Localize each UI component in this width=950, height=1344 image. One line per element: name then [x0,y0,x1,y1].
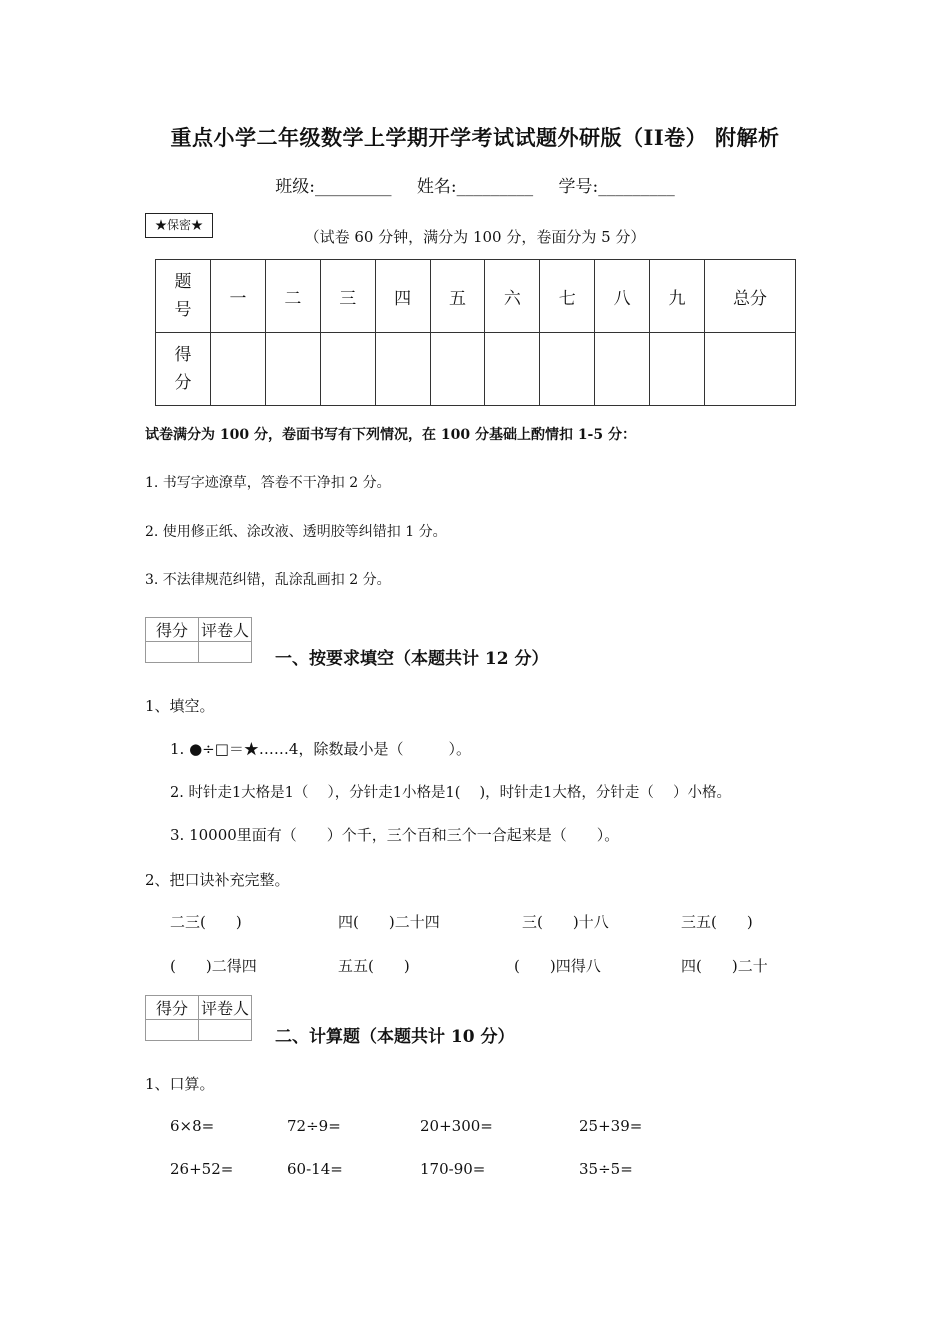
question-2: 2、把口诀补充完整。 [145,871,290,889]
formula-blank: 三( )十八 [522,913,609,931]
score-header-cell: 九 [650,260,705,333]
score-input[interactable] [146,1020,199,1041]
score-cell[interactable] [265,333,320,406]
grader-label: 评卷人 [199,618,252,642]
student-info [0,172,950,197]
score-cell[interactable] [430,333,485,406]
exam-note: （试卷 60 分钟，满分为 100 分，卷面分为 5 分） [304,228,646,246]
grader-input[interactable] [199,1020,252,1041]
formula-blank: 五五( ) [338,957,410,975]
rule-item: 3. 不法律规范纠错，乱涂乱画扣 2 分。 [145,572,391,588]
score-label: 得分 [146,996,199,1020]
calc-item: 6×8= [170,1117,215,1135]
calc-item: 60-14= [287,1160,343,1178]
student-id-field[interactable]: 学号:_________ [558,177,675,197]
score-table-score-row [156,333,796,406]
calc-item: 170-90= [420,1160,486,1178]
calc-item: 25+39= [579,1117,643,1135]
question-1: 1、填空。 [145,697,215,715]
total-score-header: 总分 [705,260,796,333]
calc-item: 35÷5= [579,1160,633,1178]
score-cell[interactable] [650,333,705,406]
question-1-item: 1. ●÷□＝★……4，除数最小是（ ）。 [170,740,471,758]
score-header-cell: 六 [485,260,540,333]
question-number-header: 题 号 [156,260,211,333]
calc-item: 20+300= [420,1117,493,1135]
score-cell[interactable] [375,333,430,406]
name-field[interactable]: 姓名:_________ [416,177,534,197]
score-cell[interactable] [485,333,540,406]
formula-blank: ( )四得八 [514,957,601,975]
question-1: 1、口算。 [145,1075,215,1093]
score-header-cell: 五 [430,260,485,333]
section-2-title: 二、计算题（本题共计 10 分） [275,1027,515,1047]
score-cell[interactable] [211,333,266,406]
formula-blank: 三五( ) [681,913,753,931]
score-cell[interactable] [540,333,595,406]
score-header-cell: 三 [320,260,375,333]
grader-box [145,617,252,663]
formula-blank: 四( )二十 [681,957,768,975]
score-header-cell: 二 [265,260,320,333]
formula-blank: ( )二得四 [170,957,257,975]
score-header-cell: 八 [595,260,650,333]
score-label: 得分 [146,618,199,642]
class-field[interactable]: 班级:_________ [275,177,392,197]
rule-item: 2. 使用修正纸、涂改液、透明胶等纠错扣 1 分。 [145,524,447,540]
calc-item: 26+52= [170,1160,234,1178]
grader-box [145,995,252,1041]
score-table-header-row [156,260,796,333]
score-row-header: 得 分 [156,333,211,406]
grader-label: 评卷人 [199,996,252,1020]
total-score-cell[interactable] [705,333,796,406]
score-input[interactable] [146,642,199,663]
formula-blank: 四( )二十四 [338,913,440,931]
score-header-cell: 四 [375,260,430,333]
section-1-title: 一、按要求填空（本题共计 12 分） [275,649,549,669]
score-cell[interactable] [320,333,375,406]
rules-title: 试卷满分为 100 分，卷面书写有下列情况，在 100 分基础上酌情扣 1-5 分： [145,427,636,443]
page-title: 重点小学二年级数学上学期开学考试试题外研版（II卷） 附解析 [170,125,780,150]
score-table [155,259,796,406]
secret-badge: ★保密★ [145,213,213,238]
score-header-cell: 七 [540,260,595,333]
score-header-cell: 一 [211,260,266,333]
grader-input[interactable] [199,642,252,663]
formula-blank: 二三( ) [170,913,242,931]
score-cell[interactable] [595,333,650,406]
question-1-item: 3. 10000里面有（ ）个千，三个百和三个一合起来是（ ）。 [170,826,620,844]
question-1-item: 2. 时针走1大格是1（ ），分针走1小格是1( )，时针走1大格，分针走（ ）小格。 [170,785,731,801]
rule-item: 1. 书写字迹潦草，答卷不干净扣 2 分。 [145,475,391,491]
calc-item: 72÷9= [287,1117,341,1135]
